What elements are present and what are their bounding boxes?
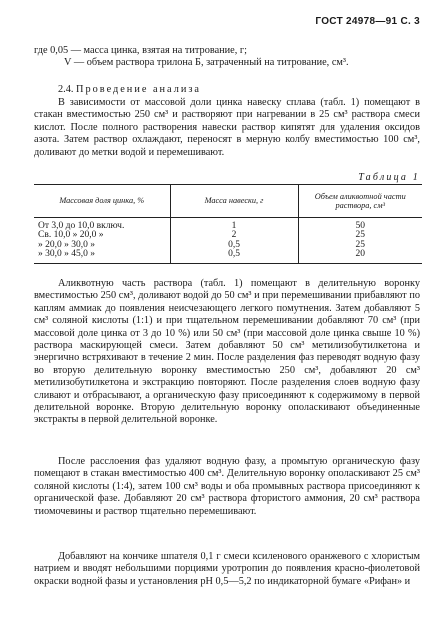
definition-volume: V — объем раствора трилона Б, затраченный на титрование, см³. xyxy=(64,57,349,69)
table-cell: 20 xyxy=(298,250,422,263)
paragraph-1: В зависимости от массовой доли цинка навеску сплава (табл. 1) помещают в стакан вместимостью 250 см³ и растворяют при нагревании в 25 см³ раствора смеси кислот. После полного растворения навески раствор кипятят для удаления оксидов азота. Затем раствор охлаждают, переносят в мерную колбу вместимостью 100 см³, доливают до метки водой и перемешивают. xyxy=(34,97,420,158)
table-cell: От 3,0 до 10,0 включ. xyxy=(38,221,125,231)
section-number: 2.4. xyxy=(58,84,74,95)
table-cell: 0,5 xyxy=(170,250,298,263)
table-cell: 1 xyxy=(170,218,298,232)
header-zinc-fraction: Массовая доля цинка, % xyxy=(34,185,170,218)
table-cell: 0,5 xyxy=(170,241,298,250)
paragraph-3: После расслоения фаз удаляют водную фазу, а промытую органическую фазу помещают в стакан вместимостью 400 см³. Делительную воронку ополаскивают 25 см³ соляной кислоты (1:4), затем 100 см³ воды и оба промывных раствора присоединяют к органической фазе. Добавляют 20 см³ раствора фтористого аммония, 20 см³ раствора тиомочевины и раствор тщательно перемешивают. xyxy=(34,456,420,517)
definition-mass: где 0,05 — масса цинка, взятая на титрование, г; xyxy=(34,45,247,56)
table-cell: 50 xyxy=(298,218,422,232)
table-cell: 25 xyxy=(298,231,422,240)
variable-definitions xyxy=(34,45,424,70)
paragraph-4: Добавляют на кончике шпателя 0,1 г смеси ксиленового оранжевого с хлористым натрием и вводят небольшими порциями уротропин до появления красно-фиолетовой окраски водной фазы и установления рН 0,5—5,2 по индикаторной бумаге «Рифан» и xyxy=(34,551,420,587)
paragraph-2: Аликвотную часть раствора (табл. 1) помещают в делительную воронку вместимостью 250 см³, доливают водой до 50 см³ и при перемешивании прибавляют по каплям аммиак до появления неисчезающего легкого помутнения. Затем добавляют 5 см³ соляной кислоты (1:1) и при тщательном перемешивании добавляют 70 см³ (при массовой доле цинка от 3 до 10 %) или 50 см³ (при массовой доле цинка свыше 10 %) раствора маскирующей смеси. Затем добавляют 50 см³ метилизобутилкетона и энергично встряхивают в течение 2 мин. После разделения фаз переводят водную фазу во вторую делительную воронку вместимостью 250 см³, добавляют 20 см³ метилизобутилкетона и экстракцию повторяют. После разделения слоев водную фазу сливают и отбрасывают, а органическую фазу присоединяют к содержимому в первой делительной воронке. Вторую делительную воронку ополаскивают объединенные экстракты в первой делительной воронке. xyxy=(34,278,420,426)
table-cell: Св. 10,0 » 20,0 » xyxy=(38,230,104,241)
table-header-row xyxy=(34,185,422,218)
section-heading xyxy=(58,84,201,95)
page-header: ГОСТ 24978—91 С. 3 xyxy=(315,16,420,27)
table-row xyxy=(34,218,422,232)
table-cell: » 20,0 » 30,0 » xyxy=(38,239,95,250)
table-cell: » 30,0 » 45,0 » xyxy=(34,250,170,263)
header-aliquot-volume: Объем аликвотной части раствора, см³ xyxy=(298,185,422,218)
table-caption: Таблица 1 xyxy=(358,172,420,183)
table-row xyxy=(34,250,422,263)
table-cell: 25 xyxy=(298,241,422,250)
table-1 xyxy=(34,184,422,264)
header-sample-mass: Масса навески, г xyxy=(170,185,298,218)
table-cell: 2 xyxy=(170,231,298,240)
section-title: Проведение анализа xyxy=(76,84,202,95)
